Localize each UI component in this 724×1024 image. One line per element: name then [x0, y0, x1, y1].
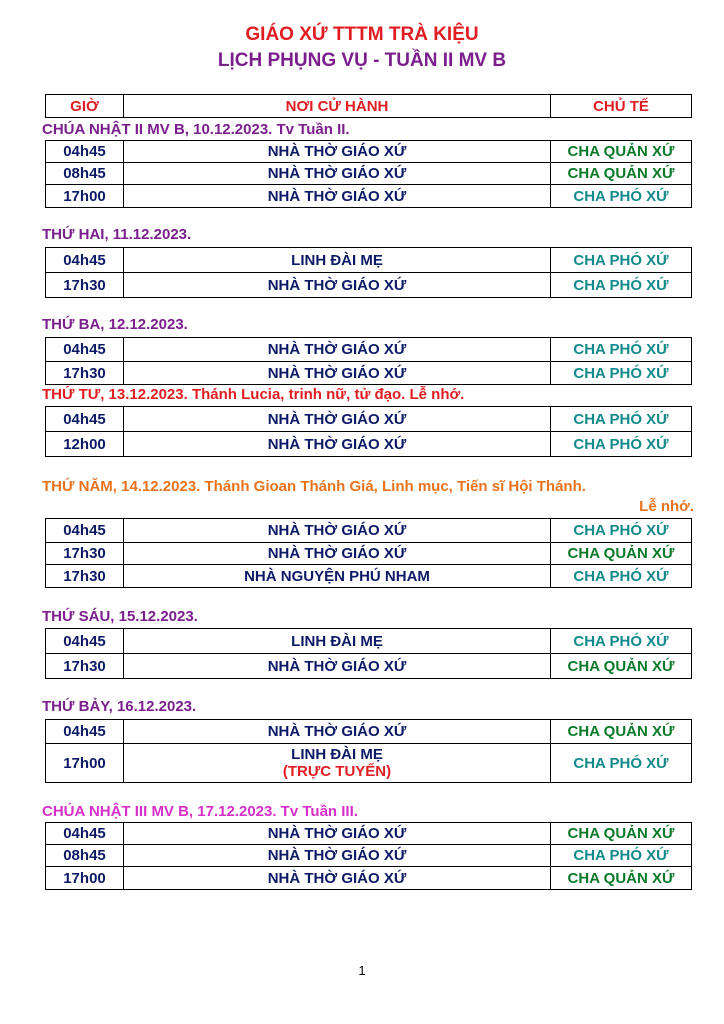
cell-place	[124, 163, 551, 184]
place-name: NHÀ THỜ GIÁO XỨ	[267, 364, 407, 382]
cell-place	[124, 720, 551, 743]
table-row	[46, 867, 691, 889]
cell-celebrant: CHA QUẢN XỨ	[567, 657, 675, 675]
cell-celebrant: CHA QUẢN XỨ	[567, 869, 675, 887]
cell-time: 04h45	[46, 629, 124, 653]
place-name: LINH ĐÀI MẸ	[291, 632, 383, 650]
cell-place	[124, 273, 551, 297]
place-name: NHÀ THỜ GIÁO XỨ	[267, 825, 407, 842]
cell-place	[124, 654, 551, 678]
cell-celebrant: CHA PHÓ XỨ	[573, 364, 669, 382]
cell-place	[124, 185, 551, 207]
cell-time: 17h30	[46, 565, 124, 587]
cell-celebrant: CHA PHÓ XỨ	[573, 567, 669, 585]
schedule-table	[45, 628, 692, 679]
schedule-table	[45, 337, 692, 385]
parish-title: GIÁO XỨ TTTM TRÀ KIỆU	[245, 24, 479, 45]
table-row	[46, 362, 691, 384]
table-row	[46, 629, 691, 654]
place-name: NHÀ THỜ GIÁO XỨ	[267, 545, 407, 562]
cell-time: 04h45	[46, 248, 124, 272]
table-row	[46, 141, 691, 163]
cell-place	[124, 432, 551, 456]
cell-celebrant: CHA QUẢN XỨ	[567, 165, 675, 182]
schedule-table	[45, 822, 692, 890]
column-header-row	[45, 94, 692, 118]
day-heading: THỨ BA, 12.12.2023.	[42, 316, 188, 333]
place-name: NHÀ THỜ GIÁO XỨ	[267, 869, 407, 887]
cell-place	[124, 867, 551, 889]
column-header-time: GIỜ	[46, 95, 124, 117]
cell-time: 04h45	[46, 141, 124, 162]
cell-celebrant: CHA QUẢN XỨ	[567, 825, 675, 842]
cell-place	[124, 362, 551, 384]
table-row	[46, 163, 691, 185]
column-header-celebrant: CHỦ TẾ	[593, 97, 649, 115]
place-name: NHÀ THỜ GIÁO XỨ	[267, 723, 407, 740]
table-row	[46, 543, 691, 565]
cell-time: 04h45	[46, 823, 124, 844]
cell-celebrant: CHA PHÓ XỨ	[573, 187, 669, 205]
place-note: (TRỰC TUYẾN)	[282, 763, 392, 780]
table-row	[46, 338, 691, 362]
schedule-title: LỊCH PHỤNG VỤ - TUẦN II MV B	[217, 50, 507, 71]
schedule-table	[45, 518, 692, 588]
cell-celebrant: CHA PHÓ XỨ	[573, 276, 669, 294]
place-name: NHÀ THỜ GIÁO XỨ	[267, 847, 407, 864]
cell-time: 17h30	[46, 362, 124, 384]
cell-celebrant: CHA PHÓ XỨ	[573, 847, 669, 864]
day-heading: THỨ NĂM, 14.12.2023. Thánh Gioan Thánh Giá, Linh mục, Tiến sĩ Hội Thánh.	[42, 478, 586, 495]
cell-time: 12h00	[46, 432, 124, 456]
day-heading: THỨ HAI, 11.12.2023.	[42, 226, 192, 243]
schedule-table	[45, 140, 692, 208]
place-name: NHÀ THỜ GIÁO XỨ	[267, 165, 407, 182]
place-name: NHÀ THỜ GIÁO XỨ	[267, 143, 407, 160]
cell-time: 17h00	[46, 867, 124, 889]
place-name: LINH ĐÀI MẸ	[291, 251, 383, 269]
cell-celebrant: CHA QUẢN XỨ	[567, 545, 675, 562]
place-name: NHÀ THỜ GIÁO XỨ	[267, 187, 407, 205]
cell-time: 04h45	[46, 519, 124, 542]
cell-celebrant: CHA QUẢN XỨ	[567, 143, 675, 160]
table-row	[46, 565, 691, 587]
cell-place	[124, 338, 551, 361]
cell-place	[124, 565, 551, 587]
day-heading: THỨ TƯ, 13.12.2023. Thánh Lucia, trinh nữ, tử đạo. Lễ nhớ.	[42, 386, 465, 403]
schedule-table	[45, 247, 692, 298]
cell-time: 17h30	[46, 654, 124, 678]
table-row	[46, 823, 691, 845]
place-name: NHÀ THỜ GIÁO XỨ	[267, 435, 407, 453]
table-row	[46, 845, 691, 867]
place-name: NHÀ THỜ GIÁO XỨ	[267, 657, 407, 675]
cell-place	[124, 407, 551, 431]
day-heading: CHÚA NHẬT III MV B, 17.12.2023. Tv Tuần III.	[42, 803, 358, 820]
table-row	[46, 720, 691, 744]
table-row	[46, 185, 691, 207]
cell-place	[124, 543, 551, 564]
place-name: NHÀ THỜ GIÁO XỨ	[267, 341, 407, 358]
day-heading: CHÚA NHẬT II MV B, 10.12.2023. Tv Tuần II.	[42, 121, 350, 138]
cell-place	[124, 845, 551, 866]
table-row	[46, 407, 691, 432]
cell-place	[124, 744, 551, 782]
cell-place	[124, 629, 551, 653]
place-name: LINH ĐÀI MẸ	[291, 746, 383, 763]
cell-celebrant: CHA PHÓ XỨ	[573, 632, 669, 650]
cell-time: 04h45	[46, 720, 124, 743]
table-row	[46, 432, 691, 456]
cell-celebrant: CHA PHÓ XỨ	[573, 754, 669, 772]
cell-celebrant: CHA QUẢN XỨ	[567, 723, 675, 740]
place-name: NHÀ THỜ GIÁO XỨ	[267, 410, 407, 428]
cell-time: 04h45	[46, 407, 124, 431]
cell-place	[124, 519, 551, 542]
table-row	[46, 744, 691, 782]
day-heading-continuation: Lễ nhớ.	[639, 498, 694, 515]
cell-time: 17h00	[46, 744, 124, 782]
cell-time: 04h45	[46, 338, 124, 361]
cell-time: 17h30	[46, 273, 124, 297]
table-row	[46, 519, 691, 543]
cell-celebrant: CHA PHÓ XỨ	[573, 522, 669, 539]
table-row	[46, 273, 691, 297]
place-name: NHÀ NGUYỆN PHÚ NHAM	[244, 567, 430, 585]
schedule-table	[45, 719, 692, 783]
page-number: 1	[358, 963, 366, 978]
place-name: NHÀ THỜ GIÁO XỨ	[267, 276, 407, 294]
cell-time: 17h30	[46, 543, 124, 564]
day-heading: THỨ SÁU, 15.12.2023.	[42, 608, 198, 625]
cell-time: 17h00	[46, 185, 124, 207]
table-row	[46, 248, 691, 273]
day-heading: THỨ BẢY, 16.12.2023.	[42, 698, 197, 715]
cell-celebrant: CHA PHÓ XỨ	[573, 251, 669, 269]
cell-celebrant: CHA PHÓ XỨ	[573, 435, 669, 453]
column-header-place: NƠI CỬ HÀNH	[124, 95, 551, 117]
cell-celebrant: CHA PHÓ XỨ	[573, 341, 669, 358]
table-row	[46, 654, 691, 678]
cell-celebrant: CHA PHÓ XỨ	[573, 410, 669, 428]
cell-time: 08h45	[46, 845, 124, 866]
cell-place	[124, 823, 551, 844]
cell-place	[124, 248, 551, 272]
place-name: NHÀ THỜ GIÁO XỨ	[267, 522, 407, 539]
cell-place	[124, 141, 551, 162]
schedule-table	[45, 406, 692, 457]
cell-time: 08h45	[46, 163, 124, 184]
